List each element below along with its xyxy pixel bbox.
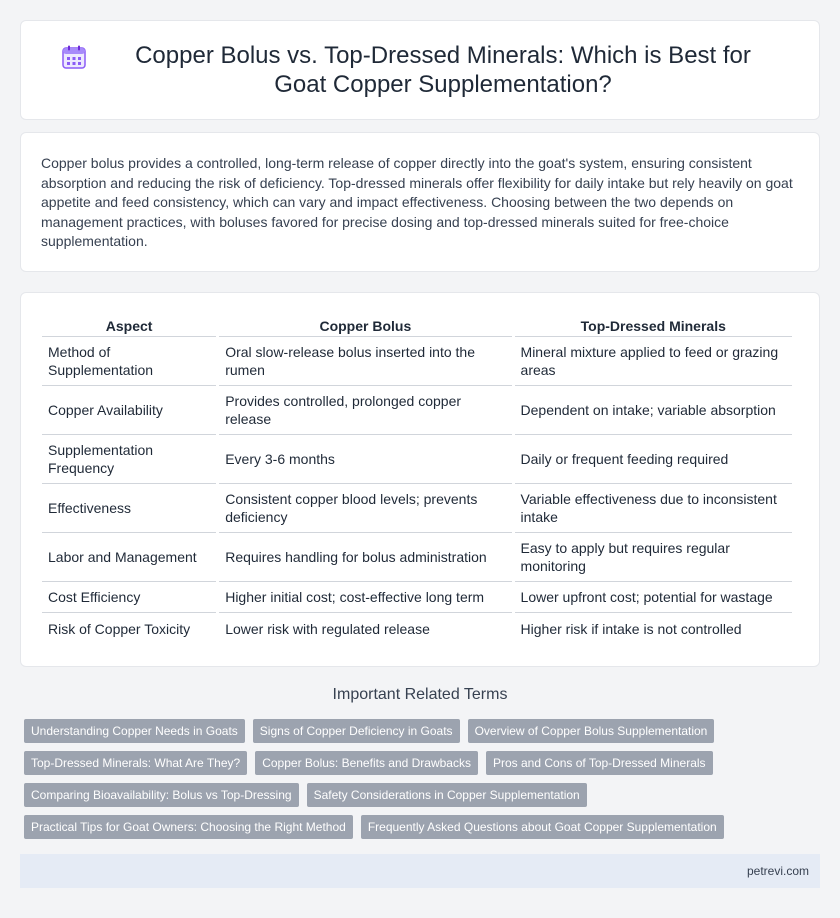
- page-title: Copper Bolus vs. Top-Dressed Minerals: Which is Best for Goat Copper Supplementation?: [135, 42, 751, 98]
- table-row: [42, 613, 792, 644]
- table-cell: Consistent copper blood levels; prevents deficiency: [219, 484, 511, 533]
- header-card: [20, 20, 820, 120]
- table-cell: Lower upfront cost; potential for wastage: [515, 582, 792, 613]
- table-cell: Requires handling for bolus administration: [219, 533, 511, 582]
- table-cell: Cost Efficiency: [42, 582, 216, 613]
- related-terms-title: Important Related Terms: [332, 686, 508, 703]
- header-top-dressed: Top-Dressed Minerals: [515, 315, 792, 337]
- site-name[interactable]: petrevi.com: [746, 864, 809, 878]
- table-cell: Lower risk with regulated release: [225, 620, 430, 637]
- table-cell: Oral slow-release bolus inserted into the rumen: [219, 337, 511, 386]
- related-term-link[interactable]: Overview of Copper Bolus Supplementation: [468, 719, 715, 743]
- table-cell: Provides controlled, prolonged copper release: [219, 386, 511, 435]
- table-header-row: [42, 315, 792, 337]
- table-cell: Every 3-6 months: [219, 435, 511, 484]
- comparison-table-card: [20, 292, 820, 667]
- table-cell: Higher initial cost; cost-effective long term: [219, 582, 511, 613]
- table-row: [42, 386, 792, 435]
- table-cell: Risk of Copper Toxicity: [48, 620, 191, 637]
- table-cell: Mineral mixture applied to feed or grazing areas: [515, 337, 792, 386]
- table-row: [42, 435, 792, 484]
- related-term-link[interactable]: Pros and Cons of Top-Dressed Minerals: [486, 751, 713, 775]
- table-row: [42, 533, 792, 582]
- related-term-link[interactable]: Signs of Copper Deficiency in Goats: [253, 719, 460, 743]
- header-aspect: Aspect: [42, 315, 216, 337]
- table-cell: Higher risk if intake is not controlled: [520, 620, 742, 637]
- related-term-link[interactable]: Practical Tips for Goat Owners: Choosing the Right Method: [24, 815, 353, 839]
- table-cell: Variable effectiveness due to inconsistent intake: [515, 484, 792, 533]
- table-cell: Labor and Management: [42, 533, 216, 582]
- intro-card: [20, 132, 820, 272]
- table-row: [42, 582, 792, 613]
- table-row: [42, 484, 792, 533]
- header-copper-bolus: Copper Bolus: [219, 315, 511, 337]
- related-term-link[interactable]: Safety Considerations in Copper Supplementation: [307, 783, 587, 807]
- related-term-link[interactable]: Copper Bolus: Benefits and Drawbacks: [255, 751, 478, 775]
- related-term-link[interactable]: Understanding Copper Needs in Goats: [24, 719, 245, 743]
- table-cell: Copper Availability: [42, 386, 216, 435]
- related-term-link[interactable]: Frequently Asked Questions about Goat Copper Supplementation: [361, 815, 724, 839]
- table-cell: Daily or frequent feeding required: [515, 435, 792, 484]
- related-term-link[interactable]: Top-Dressed Minerals: What Are They?: [24, 751, 247, 775]
- calendar-icon: [61, 44, 87, 70]
- table-cell: Easy to apply but requires regular monitoring: [515, 533, 792, 582]
- related-term-link[interactable]: Comparing Bioavailability: Bolus vs Top-Dressing: [24, 783, 299, 807]
- table-cell: Supplementation Frequency: [42, 435, 216, 484]
- table-row: [42, 337, 792, 386]
- comparison-table: [39, 315, 795, 644]
- table-cell: Method of Supplementation: [42, 337, 216, 386]
- footer: [20, 854, 820, 888]
- table-cell: Effectiveness: [42, 484, 216, 533]
- related-terms-list: [24, 719, 824, 847]
- table-cell: Dependent on intake; variable absorption: [515, 386, 792, 435]
- intro-paragraph: Copper bolus provides a controlled, long-term release of copper directly into the goat's system, ensuring consistent absorption and reducing the risk of deficiency. Top-dressed minerals offer flexibility for daily intake but rely heavily on goat appetite and feed consistency, which can vary and impact effectiveness. Choosing between the two depends on management practices, with boluses favored for precise dosing and top-dressed minerals suited for free-choice supplementation.: [41, 155, 793, 250]
